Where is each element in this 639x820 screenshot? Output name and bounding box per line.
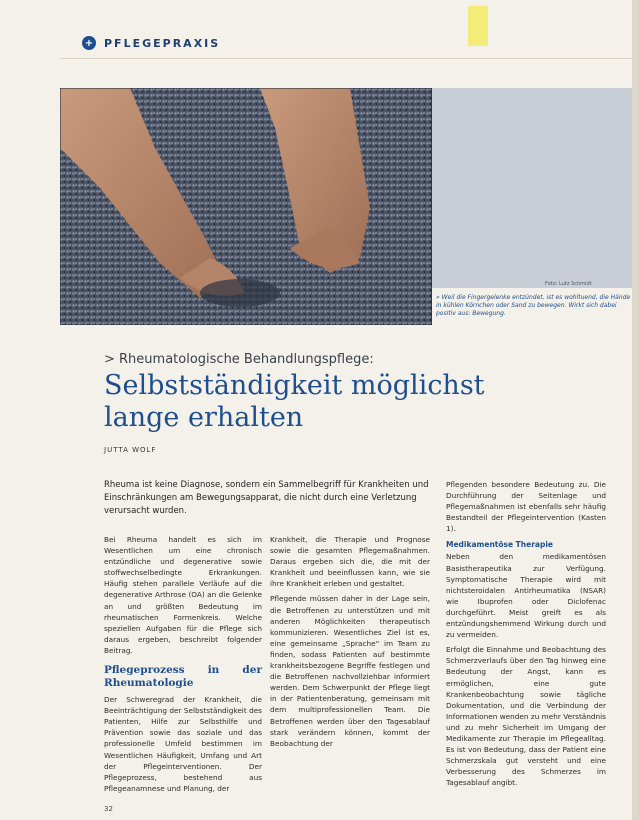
paragraph: Krankheit, die Therapie und Prognose sowie die gesamten Pflegemaßnahmen. Daraus ergeben sich die, die mit der Krankheit und beeinflussen kann, wie sie ihre Krankheit erleben und gestaltet. <box>270 535 430 589</box>
paragraph: Pflegenden besondere Bedeutung zu. Die Durchführung der Seitenlage und Pflegemaßnahmen ist ebenfalls sehr häufig Bestandteil der Pflegeintervention (Kasten 1). <box>446 480 606 534</box>
section-label: PFLEGEPRAXIS <box>104 36 221 50</box>
subheading: Medikamentöse Therapie <box>446 540 554 550</box>
page-fold <box>632 0 639 820</box>
paragraph: Bei Rheuma handelt es sich im Wesentlichen um eine chronisch entzündliche und degenerative sowie stoffwechselbedingte Erkrankungen. Häufig stehen parallele Verläufe auf die degenerative Arthrose (OA) an die Gelenke an und größten Bedeutung im rheumatischen Formenkreis. Welche speziellen Aufgaben für die Pflege sich daraus ergeben, beschreibt folgender Beitrag. <box>104 535 262 655</box>
plus-circle-icon: + <box>82 36 96 50</box>
photo-caption: » Weil die Fingergelenke entzündet, ist es wohltuend, die Hände in kühlen Körnchen oder Sand zu bewegen. Wirkt sich dabei positiv aus: Bewegung. <box>436 294 631 317</box>
text-column-1 <box>104 534 262 794</box>
paragraph: Pflegende müssen daher in der Lage sein, die Betroffenen zu unterstützen und mit anderen Möglichkeiten therapeutisch kommunizieren. Wesentliches Ziel ist es, eine gemeinsame „Sprache“ im Team zu finden, sodass Patienten auf bestimmte krankheitsbezogene Begriffe festlegen und die Betroffenen nachvollziehbar informiert werden. Dem Schwerpunkt der Pflege liegt in der Patientenberatung, gemeinsam mit dem multiprofessionellen Team. Die Betroffenen werden über den Tagesablauf stark verändern können, kommt der Beobachtung der <box>270 594 430 748</box>
hands-in-granules-photo <box>60 88 432 325</box>
article-kicker: > Rheumatologische Behandlungspflege: <box>104 352 374 367</box>
sticky-note <box>468 6 488 46</box>
photo-illustration <box>60 88 432 325</box>
paragraph: Der Schweregrad der Krankheit, die Beeinträchtigung der Selbstständigkeit des Patienten, Hilfe zur Selbsthilfe und Prävention sowie das soziale und das professionelle Umfeld bestimmen im Wesentlichen Häufigkeit, Umfang und Art der Pflegeinterventionen. Der Pflegeprozess, bestehend aus Pflegeanamnese und Planung, der <box>104 695 262 793</box>
paragraph: Erfolgt die Einnahme und Beobachtung des Schmerzverlaufs über den Tag hinweg eine Bedeutung der Angst, kann es ermöglichen, eine gute Krankenbeobachtung sowie tägliche Dokumentation, und die Verbindung der Informationen wenden zu mehr Verständnis und zu mehr Sicherheit im Umgang der Medikamente zur Therapie im Pflegealltag. Es ist von Bedeutung, dass der Patient eine Schmerzskala gut versteht und eine Verbesserung des Schmerzes im Tagesablauf angibt. <box>446 645 606 788</box>
article-lead: Rheuma ist keine Diagnose, sondern ein Sammelbegriff für Krankheiten und Einschränkungen am Bewegungsapparat, die nicht durch eine Verletzung verursacht wurden. <box>104 480 429 516</box>
article-author: JUTTA WOLF <box>104 446 157 454</box>
article-title: Selbstständigkeit möglichst lange erhalten <box>104 370 485 433</box>
photo-credit: Foto: Lutz Schmidt <box>545 281 592 287</box>
section-header <box>82 36 220 50</box>
photo-background <box>432 88 639 288</box>
text-column-2 <box>270 534 430 749</box>
header-rule <box>60 58 639 59</box>
page-number: 32 <box>104 805 113 813</box>
text-column-3 <box>446 479 606 788</box>
subheading: Pflegeprozess in der Rheumatologie <box>104 664 262 690</box>
paragraph: Neben den medikamentösen Basistherapeutika zur Verfügung. Symptomatische Therapie wird mit nichtsteroidalen Antirheumatika (NSAR) wie Ibuprofen oder Diclofenac durchgeführt. Meist greift es als entzündungshemmend Wirkung durch und zu vermeiden. <box>446 552 606 640</box>
